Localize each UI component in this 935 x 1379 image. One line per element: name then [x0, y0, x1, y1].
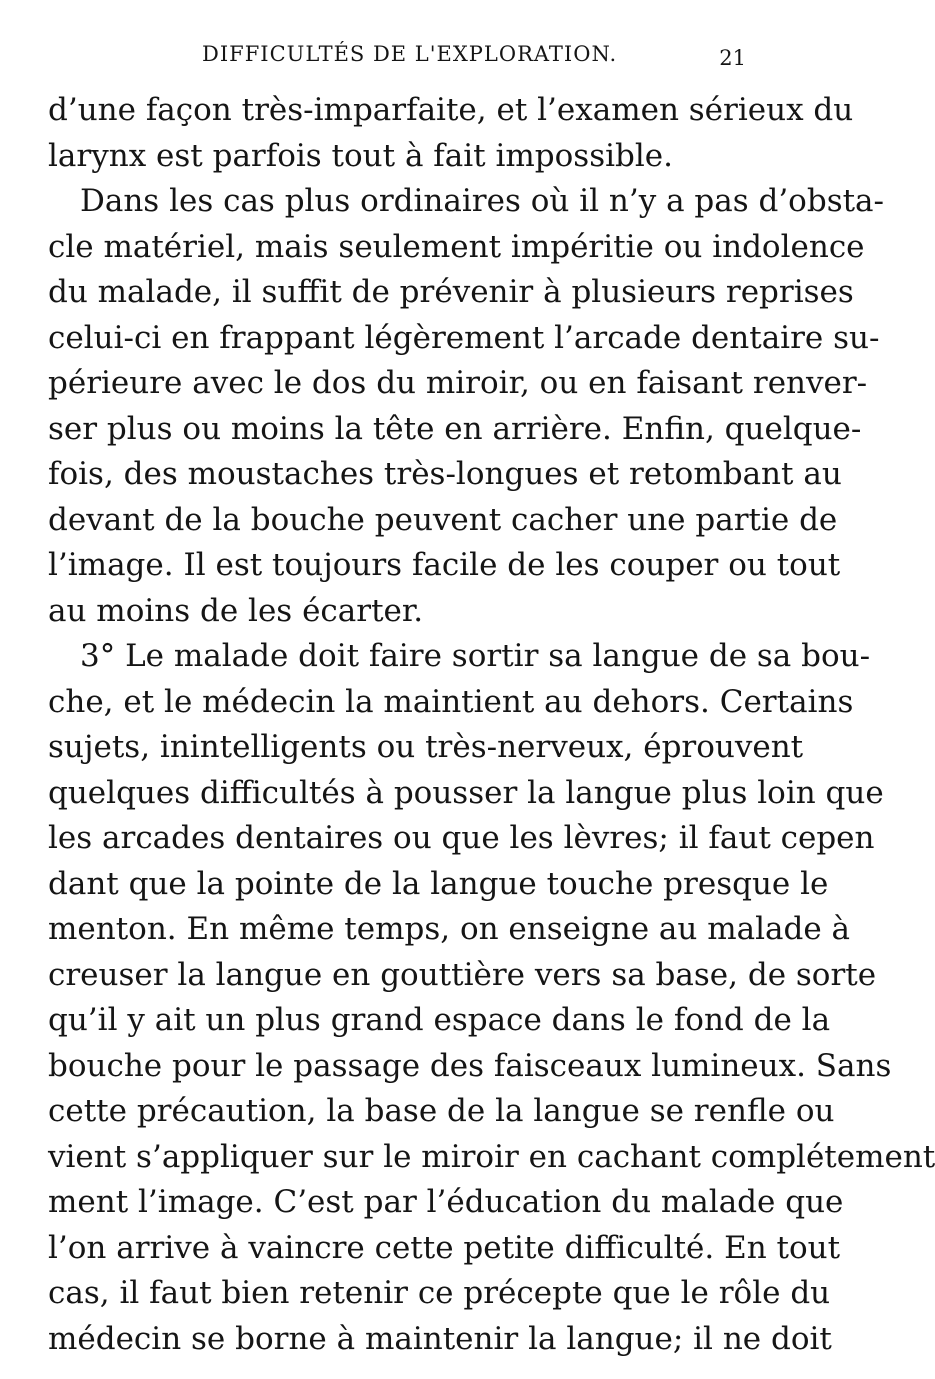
text-line: ser plus ou moins la tête en arrière. Enfin, quelque-: [48, 410, 862, 447]
text-line: l’on arrive à vaincre cette petite difficulté. En tout: [48, 1229, 841, 1266]
text-line: che, et le médecin la maintient au dehors. Certains: [48, 683, 854, 720]
text-line: devant de la bouche peuvent cacher une partie de: [48, 501, 838, 538]
page-number: 21: [719, 46, 746, 70]
text-line: périeure avec le dos du miroir, ou en faisant renver-: [48, 365, 868, 401]
text-line: du malade, il suffit de prévenir à plusieurs reprises: [48, 274, 854, 310]
text-line: celui-ci en frappant légèrement l’arcade dentaire su-: [48, 319, 880, 356]
text-line: au moins de les écarter.: [48, 592, 424, 629]
text-line: ment l’image. C’est par l’éducation du malade que: [48, 1184, 844, 1220]
text-line: cette précaution, la base de la langue se renfle ou: [48, 1093, 835, 1129]
text-line: cle matériel, mais seulement impéritie ou indolence: [48, 228, 865, 265]
text-line: menton. En même temps, on enseigne au malade à: [48, 911, 851, 947]
text-line: dant que la pointe de la langue touche presque le: [48, 865, 829, 902]
text-line: bouche pour le passage des faisceaux lumineux. Sans: [48, 1047, 892, 1084]
page-header: [48, 36, 752, 84]
text-line: larynx est parfois tout à fait impossible.: [48, 137, 673, 174]
text-line: vient s’appliquer sur le miroir en cachant complétement: [48, 1138, 935, 1175]
body-text: [48, 88, 935, 1362]
text-line: Dans les cas plus ordinaires où il n’y a pas d’obsta-: [80, 183, 885, 219]
text-line: médecin se borne à maintenir la langue; il ne doit: [48, 1320, 832, 1357]
text-line: qu’il y ait un plus grand espace dans le fond de la: [48, 1002, 831, 1038]
running-head: DIFFICULTÉS DE L'EXPLORATION.: [202, 42, 618, 66]
text-line: les arcades dentaires ou que les lèvres; il faut cepen: [48, 820, 875, 856]
text-line: creuser la langue en gouttière vers sa base, de sorte: [48, 956, 877, 993]
text-line: sujets, inintelligents ou très-nerveux, éprouvent: [48, 729, 804, 765]
text-line: quelques difficultés à pousser la langue plus loin que: [48, 774, 884, 811]
text-line: l’image. Il est toujours facile de les couper ou tout: [48, 547, 841, 583]
text-line: cas, il faut bien retenir ce précepte que le rôle du: [48, 1275, 831, 1311]
text-line: 3° Le malade doit faire sortir sa langue de sa bou-: [80, 638, 871, 674]
text-line: d’une façon très-imparfaite, et l’examen sérieux du: [48, 92, 854, 128]
text-line: fois, des moustaches très-longues et retombant au: [48, 456, 842, 492]
